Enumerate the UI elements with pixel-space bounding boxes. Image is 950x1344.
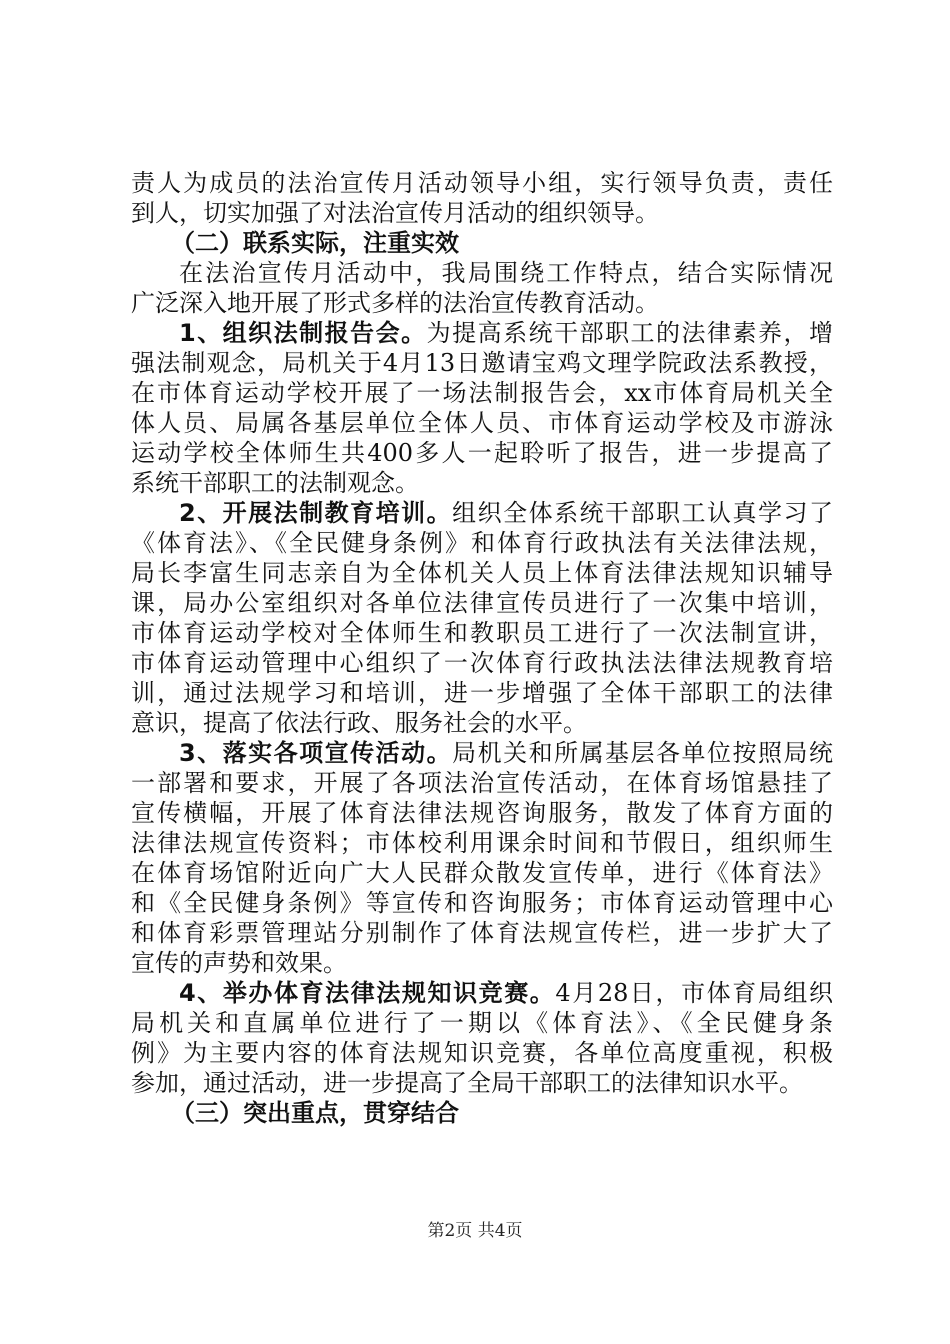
text-line: 广泛深入地开展了形式多样的法治宣传教育活动。: [131, 289, 659, 317]
text-line: 和《全民健身条例》等宣传和咨询服务；市体育运动管理中心: [131, 889, 833, 917]
text-line: 一部署和要求，开展了各项法治宣传活动，在体育场馆悬挂了: [131, 769, 833, 797]
item-heading: 1、组织法制报告会。: [179, 319, 427, 347]
text-line: 局长李富生同志亲自为全体机关人员上体育法律法规知识辅导: [131, 559, 833, 587]
text-line: 宣传横幅，开展了体育法律法规咨询服务，散发了体育方面的: [131, 799, 833, 827]
text-line: 意识，提高了依法行政、服务社会的水平。: [131, 709, 587, 737]
text-line: 在法治宣传月活动中，我局围绕工作特点，结合实际情况: [179, 259, 833, 287]
paragraph-intro: [131, 258, 833, 318]
paragraph-leadership: [131, 168, 833, 228]
text-segment: 组织全体系统干部职工认真学习了: [452, 499, 833, 527]
item-heading: 2、开展法制教育培训。: [179, 499, 453, 527]
text-line: 责人为成员的法治宣传月活动领导小组，实行领导负责，责任: [131, 169, 833, 197]
text-line: 系统干部职工的法制观念。: [131, 469, 419, 497]
text-line: 例》为主要内容的体育法规知识竞赛，各单位高度重视，积极: [131, 1039, 833, 1067]
text-segment: 为提高系统干部职工的法律素养，增: [426, 319, 834, 347]
text-line: 体人员、局属各基层单位全体人员、市体育运动学校及市游泳: [131, 409, 833, 437]
text-line: 市体育运动学校对全体师生和教职员工进行了一次法制宣讲，: [131, 619, 833, 647]
text-line: 到人，切实加强了对法治宣传月活动的组织领导。: [131, 199, 659, 227]
text-line: 课，局办公室组织对各单位法律宣传员进行了一次集中培训，: [131, 589, 833, 617]
document-body: [131, 168, 833, 1128]
text-line: 《体育法》、《全民健身条例》和体育行政执法有关法律法规，: [131, 529, 833, 557]
text-line: 在体育场馆附近向广大人民群众散发宣传单，进行《体育法》: [131, 859, 833, 887]
text-line: [131, 738, 833, 768]
paragraph-item-1: [131, 318, 833, 498]
text-line: [131, 498, 833, 528]
item-heading: 3、落实各项宣传活动。: [179, 739, 453, 767]
text-line: 局机关和直属单位进行了一期以《体育法》、《全民健身条: [131, 1009, 833, 1037]
text-line: 在市体育运动学校开展了一场法制报告会，xx市体育局机关全: [131, 379, 833, 407]
text-line: [131, 318, 833, 348]
text-line: 和体育彩票管理站分别制作了体育法规宣传栏，进一步扩大了: [131, 919, 833, 947]
paragraph-item-2: [131, 498, 833, 738]
section-heading-2: （二）联系实际，注重实效: [171, 229, 459, 257]
text-line: 运动学校全体师生共400多人一起聆听了报告，进一步提高了: [131, 439, 833, 467]
text-line: 参加，通过活动，进一步提高了全局干部职工的法律知识水平。: [131, 1069, 803, 1097]
paragraph-item-3: [131, 738, 833, 978]
section-heading-3: （三）突出重点，贯穿结合: [171, 1099, 459, 1127]
text-line: 训，通过法规学习和培训，进一步增强了全体干部职工的法律: [131, 679, 833, 707]
text-segment: 4月28日，市体育局组织: [555, 979, 833, 1007]
text-line: 法律法规宣传资料；市体校利用课余时间和节假日，组织师生: [131, 829, 833, 857]
text-line: 宣传的声势和效果。: [131, 949, 347, 977]
paragraph-item-4: [131, 978, 833, 1098]
item-heading: 4、举办体育法律法规知识竞赛。: [179, 979, 556, 1007]
page-number-footer: 第2页 共4页: [427, 1221, 523, 1241]
text-line: 市体育运动管理中心组织了一次体育行政执法法律法规教育培: [131, 649, 833, 677]
text-line: 强法制观念，局机关于4月13日邀请宝鸡文理学院政法系教授，: [131, 349, 833, 377]
text-segment: 局机关和所属基层各单位按照局统: [452, 739, 833, 767]
text-line: [131, 978, 833, 1008]
